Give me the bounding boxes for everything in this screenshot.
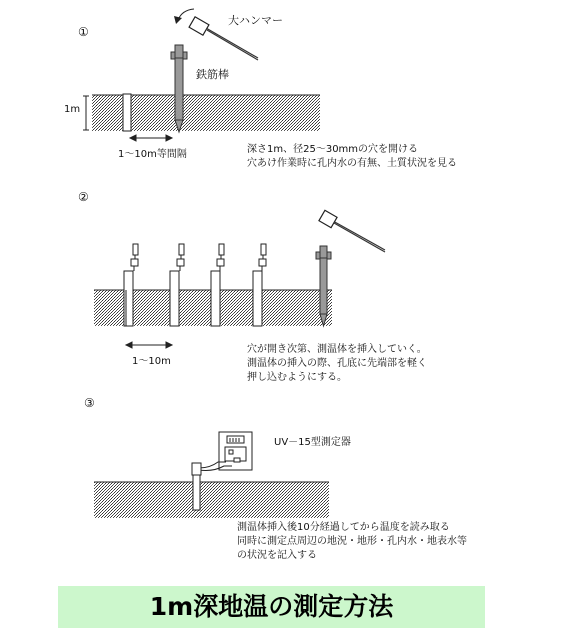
page-title: 1m深地温の測定方法 [149, 592, 394, 621]
swing-arrow [174, 9, 194, 24]
step-2-number: ② [78, 190, 89, 204]
step-3-note-3: の状況を記入する [237, 550, 317, 561]
spacing-label: 1～10m等間隔 [118, 149, 187, 160]
step-1-spacing-arrow [130, 135, 172, 141]
step-3-note-1: 測温体挿入後10分経過してから温度を読み取る [237, 522, 450, 533]
step-2-spacing-arrow [126, 342, 172, 348]
title-banner [58, 586, 485, 628]
uv15-meter [219, 432, 252, 470]
hammer-label: 大ハンマー [228, 14, 283, 27]
step-2-spacing-label: 1～10m [132, 356, 171, 367]
sledgehammer-icon-2 [319, 210, 385, 252]
step-2-note-1: 穴が開き次第、測温体を挿入していく。 [247, 344, 427, 355]
step-3-ground [94, 482, 329, 518]
step-1-depth-bracket [83, 96, 89, 130]
step-1-number: ① [78, 25, 89, 39]
step-3-note-2: 同時に測定点周辺の地況・地形・孔内水・地表水等 [237, 536, 467, 547]
device-label: UV－15型測定器 [274, 437, 351, 448]
temperature-probe-installed [192, 463, 201, 510]
step-2-note-2: 測温体の挿入の際、孔底に先端部を軽く [247, 358, 427, 369]
step-1-hole [123, 94, 131, 131]
step-3-number: ③ [84, 396, 95, 410]
step-1-note-1: 深さ1m、径25～30mmの穴を開ける [247, 144, 419, 155]
step-1-note-2: 穴あけ作業時に孔内水の有無、土質状況を見る [247, 158, 457, 169]
rod-label: 鉄筋棒 [196, 68, 229, 81]
depth-label: 1m [64, 104, 81, 115]
step-2-note-3: 押し込むようにする。 [247, 372, 347, 383]
